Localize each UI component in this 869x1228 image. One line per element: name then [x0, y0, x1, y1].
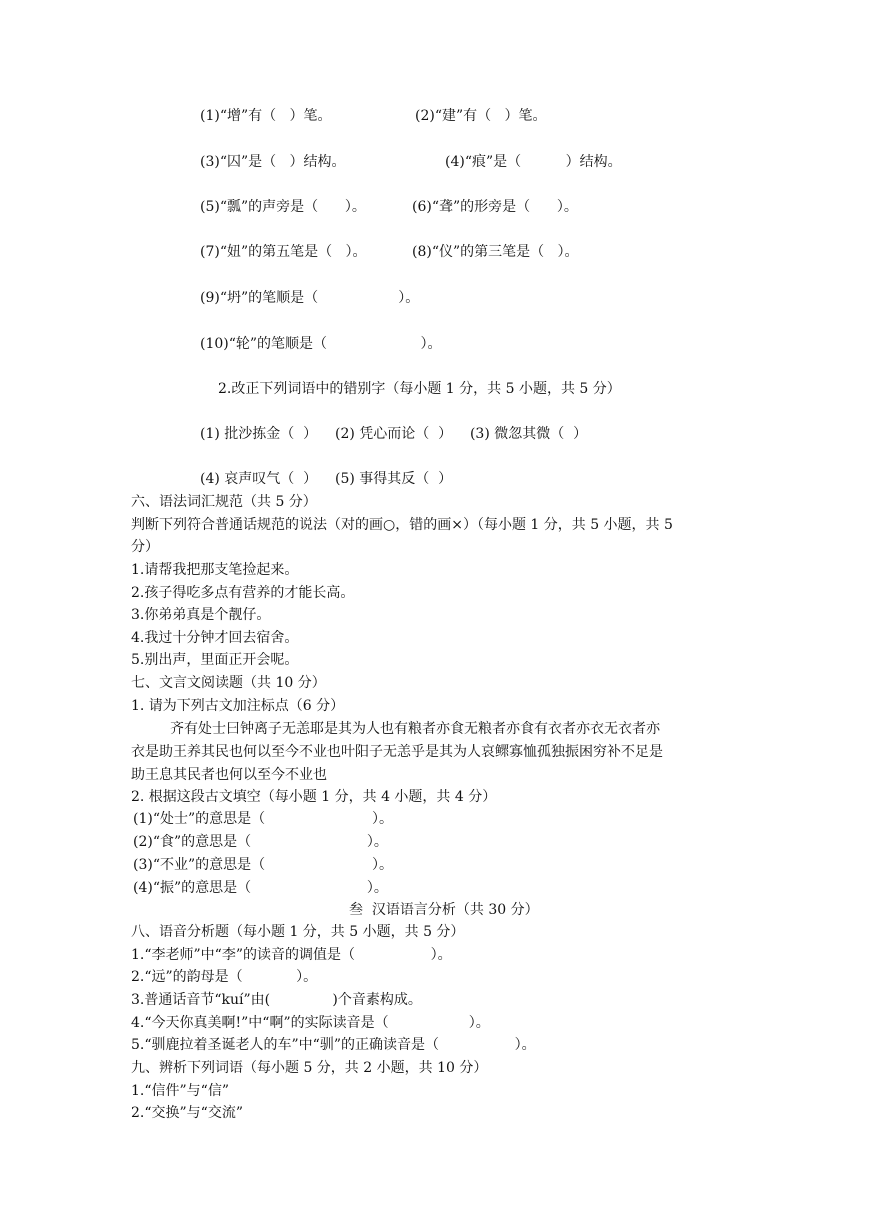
typo-row-2: (4) 哀声叹气（ ） (5) 事得其反（ ）	[200, 471, 453, 487]
section-6-instruction-line-1: 判断下列符合普通话规范的说法（对的画○，错的画×）（每小题 1 分，共 5 小题，共 5	[131, 517, 673, 533]
question-8: (8)“仪”的第三笔是（ ）。	[412, 244, 579, 260]
question-7: (7)“妞”的第五笔是（ ）。	[200, 244, 367, 260]
section-9-heading: 九、辨析下列词语（每小题 5 分，共 2 小题，共 10 分）	[131, 1060, 488, 1076]
passage-line-2: 衣是助王养其民也何以至今不业也叶阳子无恙乎是其为人哀鳏寡恤孤独振困穷补不足是	[131, 744, 663, 760]
passage-line-3: 助王息其民者也何以至今不业也	[131, 767, 327, 783]
grammar-item-2: 2.孩子得吃多点有营养的才能长高。	[131, 585, 355, 601]
section-7-heading: 七、文言文阅读题（共 10 分）	[131, 675, 326, 691]
grammar-item-4: 4.我过十分钟才回去宿舍。	[131, 630, 299, 646]
fill-item-1: (1)“处士”的意思是（ ）。	[133, 811, 393, 827]
question-9: (9)“坍”的笔顺是（ ）。	[200, 290, 420, 306]
phonetics-item-2: 2.“远”的韵母是（ ）。	[131, 969, 318, 985]
phonetics-item-3: 3.普通话音节“kuí”由( )个音素构成。	[131, 992, 422, 1008]
part-3-heading: 叁 汉语语言分析（共 30 分）	[349, 902, 539, 918]
grammar-item-1: 1.请帮我把那支笔捡起来。	[131, 562, 299, 578]
section-7-q1-title: 1. 请为下列古文加注标点（6 分）	[131, 698, 345, 714]
section-7-q2-title: 2. 根据这段古文填空（每小题 1 分，共 4 小题，共 4 分）	[131, 789, 497, 805]
section-8-heading: 八、语音分析题（每小题 1 分，共 5 小题，共 5 分）	[131, 924, 465, 940]
word-pair-2: 2.“交换”与“交流”	[131, 1105, 243, 1121]
phonetics-item-4: 4.“今天你真美啊!”中“啊”的实际读音是（ ）。	[131, 1015, 490, 1031]
grammar-item-5: 5.别出声，里面正开会呢。	[131, 652, 299, 668]
question-2: (2)“建”有（ ）笔。	[415, 108, 547, 124]
passage-line-1: 齐有处士曰钟离子无恙耶是其为人也有粮者亦食无粮者亦食有衣者亦衣无衣者亦	[170, 721, 660, 737]
word-pair-1: 1.“信件”与“信”	[131, 1083, 229, 1099]
section-5-part-2-title: 2.改正下列词语中的错别字（每小题 1 分，共 5 小题，共 5 分）	[218, 381, 621, 397]
phonetics-item-5: 5.“驯鹿拉着圣诞老人的车”中“驯”的正确读音是（ ）。	[131, 1037, 536, 1053]
question-6: (6)“聋”的形旁是（ ）。	[412, 199, 578, 215]
question-10: (10)“轮”的笔顺是（ ）。	[200, 336, 442, 352]
question-1: (1)“增”有（ ）笔。	[200, 108, 332, 124]
section-6-instruction-line-2: 分）	[131, 539, 159, 555]
question-5: (5)“瓢”的声旁是（ ）。	[200, 199, 366, 215]
question-4: (4)“痕”是（ ）结构。	[445, 154, 622, 170]
fill-item-2: (2)“食”的意思是（ ）。	[133, 834, 388, 850]
typo-row-1: (1) 批沙拣金（ ） (2) 凭心而论（ ） (3) 微忽其微（ ）	[200, 426, 588, 442]
question-3: (3)“囚”是（ ）结构。	[200, 154, 346, 170]
fill-item-3: (3)“不业”的意思是（ ）。	[133, 857, 393, 873]
section-6-heading: 六、语法词汇规范（共 5 分）	[131, 494, 317, 510]
grammar-item-3: 3.你弟弟真是个靓仔。	[131, 607, 271, 623]
phonetics-item-1: 1.“李老师”中“李”的读音的调值是（ ）。	[131, 947, 452, 963]
fill-item-4: (4)“振”的意思是（ ）。	[133, 880, 388, 896]
